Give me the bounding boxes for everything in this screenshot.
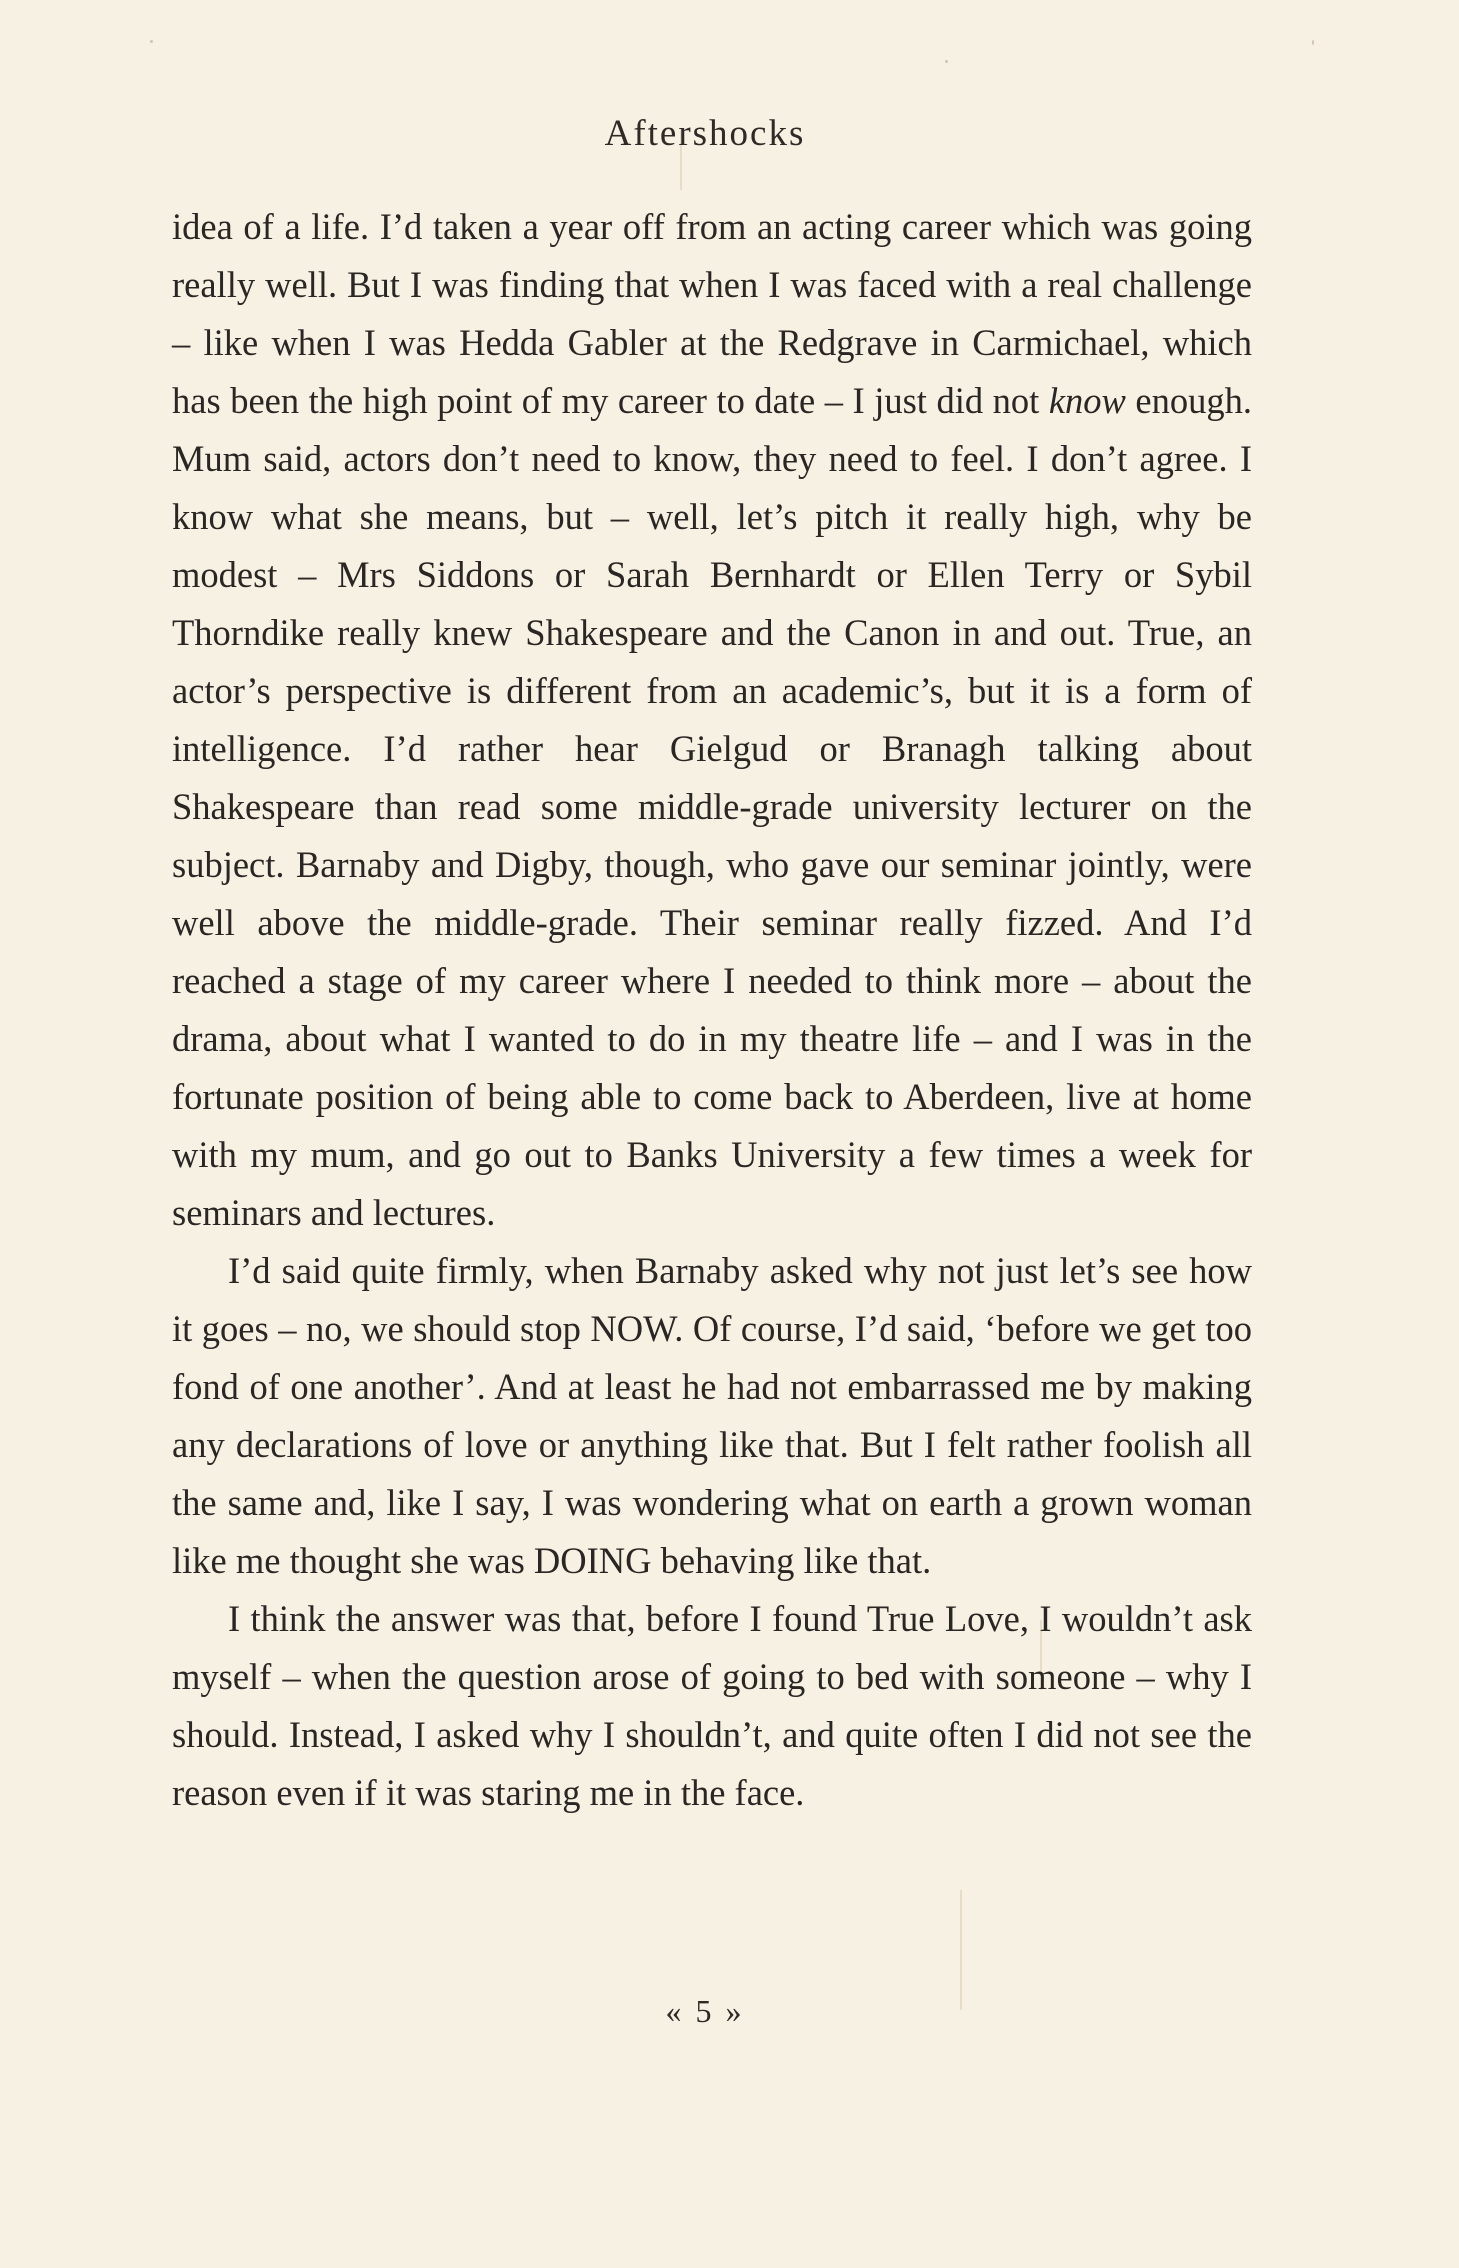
paragraph (172, 198, 1252, 1242)
paper-speck (1312, 40, 1314, 45)
running-head: Aftershocks (604, 113, 806, 154)
body-text (172, 198, 1252, 1822)
paragraph: I think the answer was that, before I found True Love, I wouldn’t ask myself – when the question arose of going to bed with someone – why I should. Instead, I asked why I shouldn’t, and quite often I did not see the reason even if it was staring me in the face. (172, 1598, 1252, 1813)
emphasized-word: know (1048, 380, 1126, 421)
paragraph-text: enough. Mum said, actors don’t need to know, they need to feel. I don’t agree. I know what she means, but – well, let’s pitch it really high, why be modest – Mrs Siddons or Sarah Bernhardt or Ellen Terry or Sybil Thorndike really knew Shakespeare and the Canon in and out. True, an actor’s perspective is different from an academic’s, but it is a form of intelligence. I’d rather hear Gielgud or Branagh talking about Shakespeare than read some middle-grade university lecturer on the subject. Barnaby and Digby, though, who gave our seminar jointly, were well above the middle-grade. Their seminar really fizzed. And I’d reached a stage of my career where I needed to think more – about the drama, about what I wanted to do in my theatre life – and I was in the fortunate position of being able to come back to Aberdeen, live at home with my mum, and go out to Banks University a few times a week for seminars and lectures. (172, 380, 1252, 1233)
paper-speck (150, 40, 153, 43)
paragraph-text: idea of a life. I’d taken a year off from an acting career which was going really well. But I was finding that when I was faced with a real challenge – like when I was Hedda Gabler at the Redgrave in Carmichael, which has been the high point of my career to date – I just did not (172, 206, 1252, 421)
paper-crease (960, 1890, 962, 2010)
page-number: « 5 » (665, 1993, 745, 2029)
paragraph: I’d said quite firmly, when Barnaby asked why not just let’s see how it goes – no, we should stop NOW. Of course, I’d said, ‘before we get too fond of one another’. And at least he had not embarrassed me by making any declarations of love or anything like that. But I felt rather foolish all the same and, like I say, I was wondering what on earth a grown woman like me thought she was DOING behaving like that. (172, 1250, 1252, 1581)
paper-speck (945, 60, 948, 63)
